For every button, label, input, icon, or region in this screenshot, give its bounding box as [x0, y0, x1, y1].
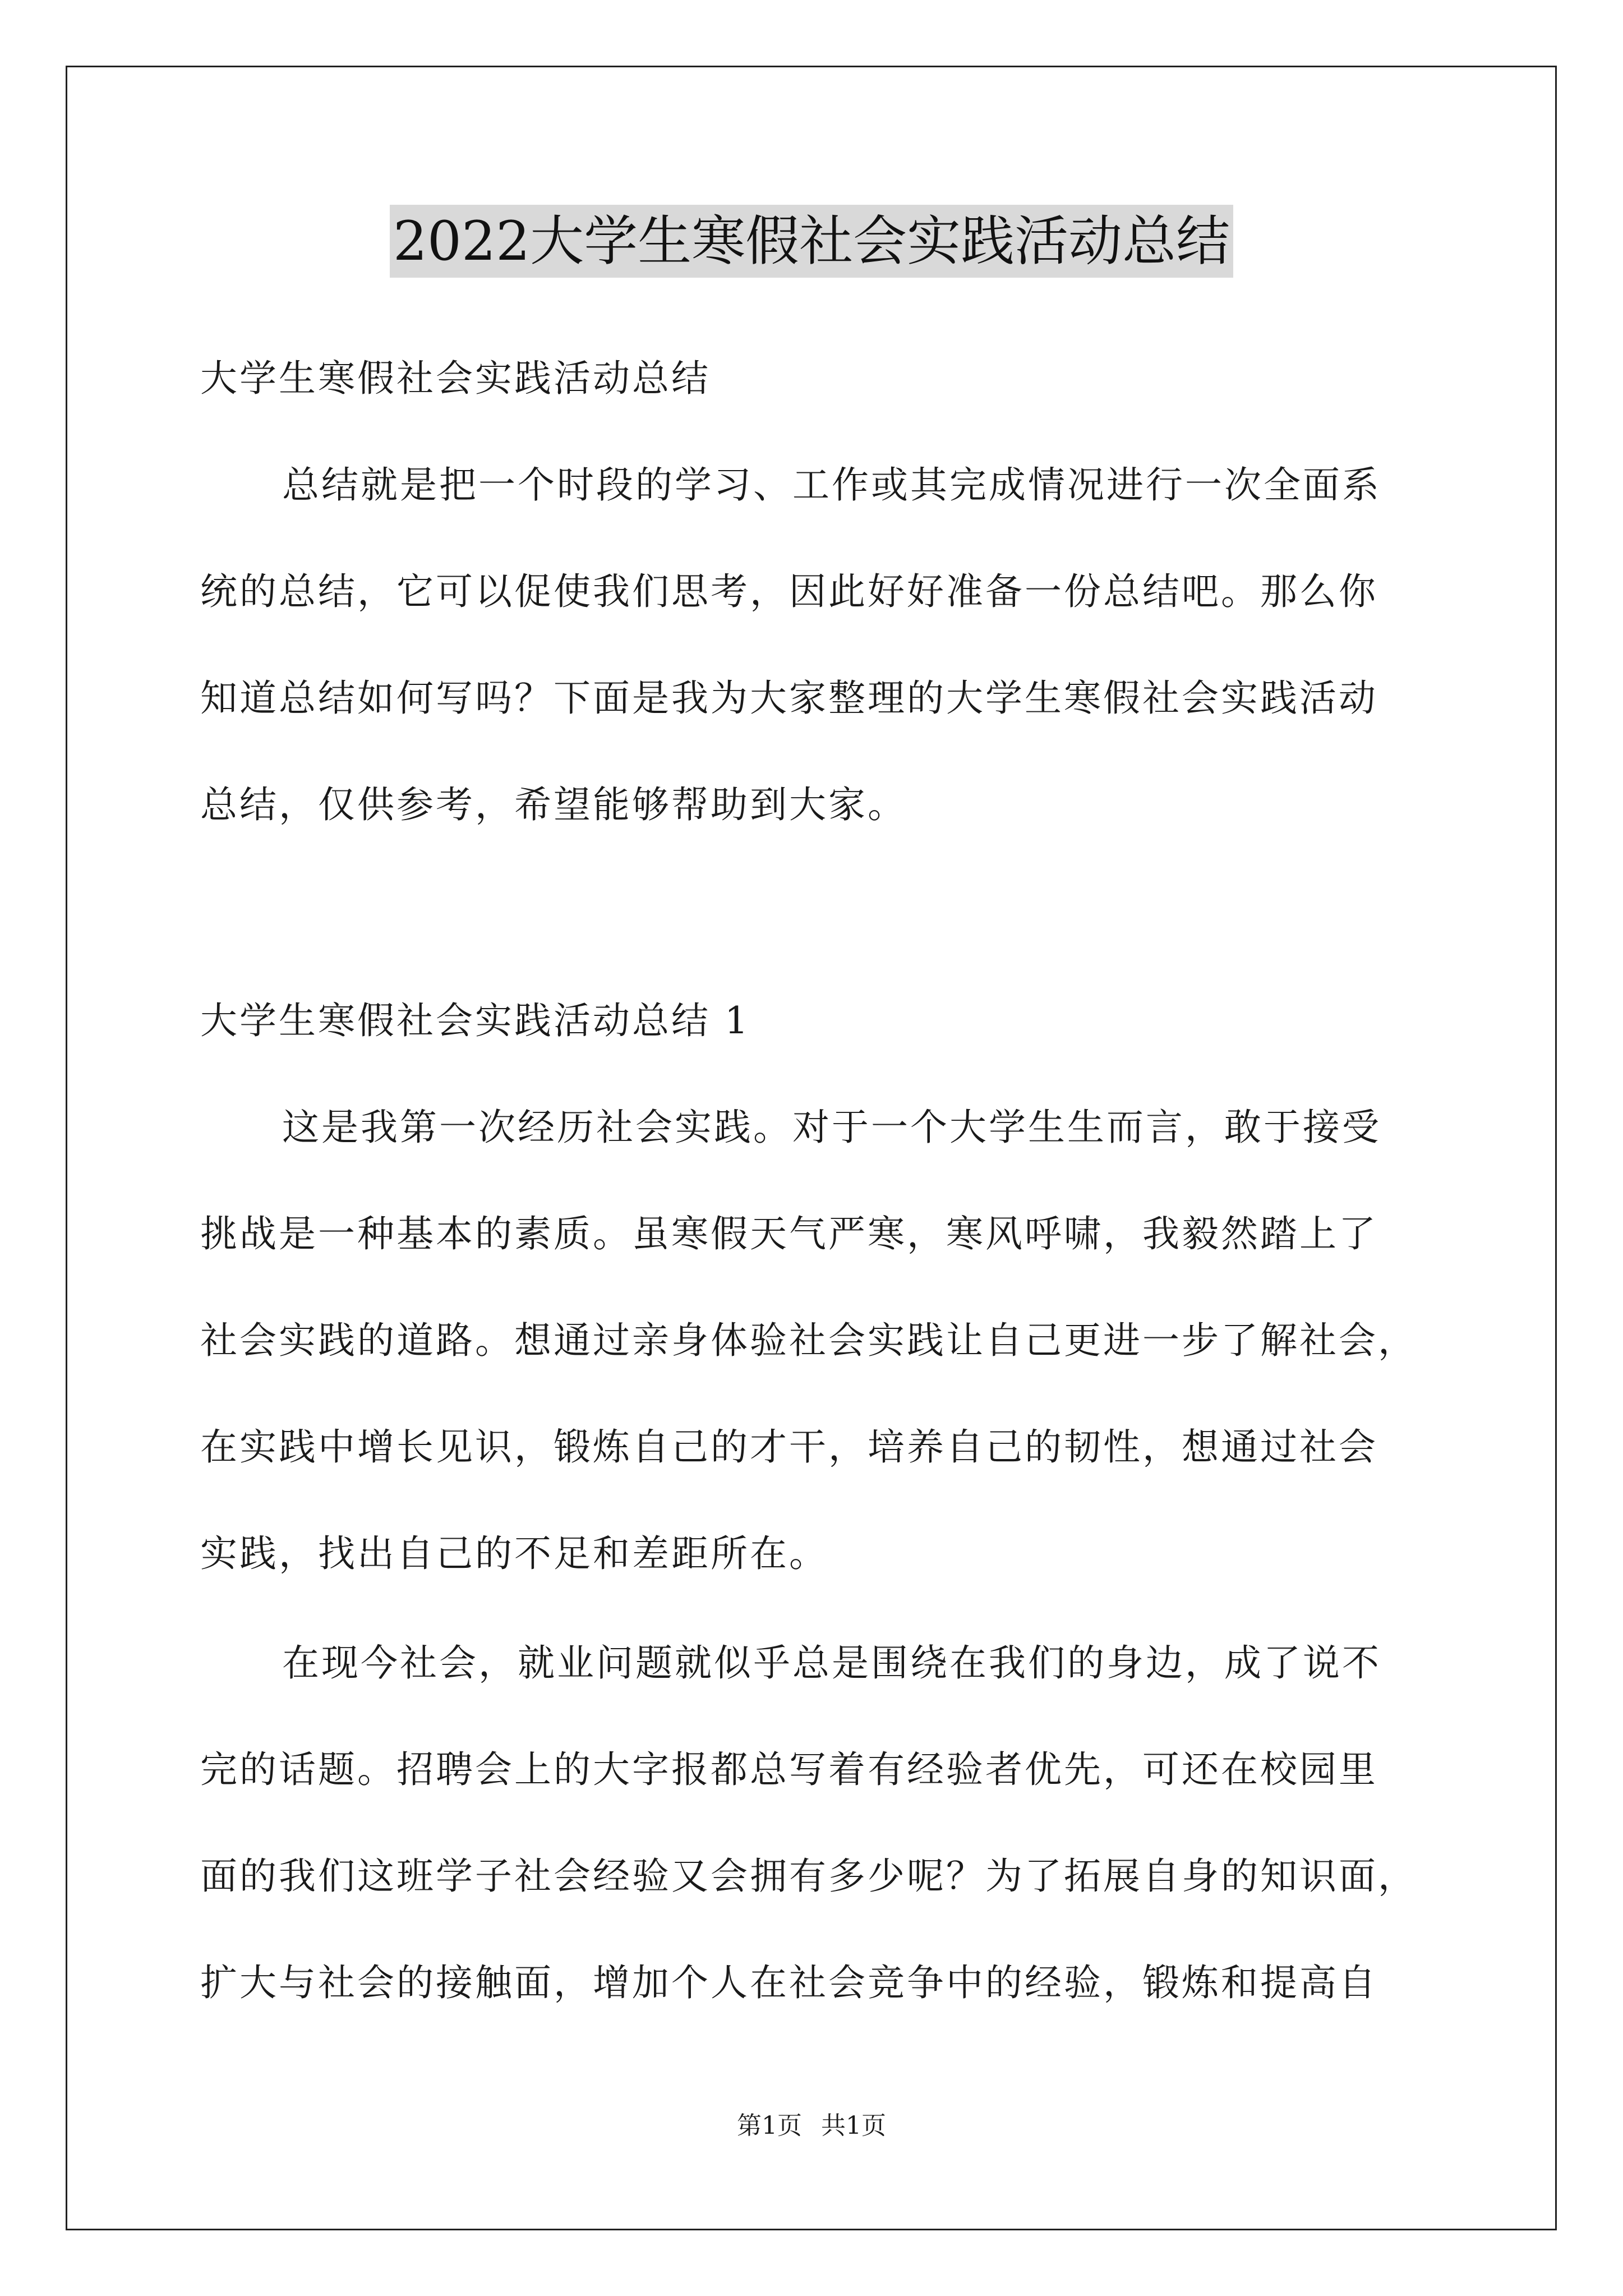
- paragraph-line: 扩大与社会的接触面，增加个人在社会竞争中的经验，锻炼和提高自: [200, 1961, 1378, 2004]
- page-footer: [0, 2109, 1623, 2143]
- paragraph-line: 完的话题。招聘会上的大字报都总写着有经验者优先，可还在校园里: [200, 1748, 1378, 1791]
- intro-line: 总结，仅供参考，希望能够帮助到大家。: [200, 783, 907, 826]
- intro-line: 统的总结，它可以促使我们思考，因此好好准备一份总结吧。那么你: [200, 570, 1378, 613]
- title-container: [0, 205, 1623, 278]
- page-number: 第1页: [737, 2111, 802, 2140]
- document-title: 2022大学生寒假社会实践活动总结: [390, 205, 1233, 278]
- intro-line: 知道总结如何写吗？下面是我为大家整理的大学生寒假社会实践活动: [200, 677, 1378, 720]
- paragraph-line: 这是我第一次经历社会实践。对于一个大学生生而言，敢于接受: [282, 1106, 1381, 1149]
- page-total: 共1页: [821, 2111, 886, 2140]
- intro-line: 总结就是把一个时段的学习、工作或其完成情况进行一次全面系: [282, 463, 1381, 507]
- section-heading: 大学生寒假社会实践活动总结 1: [200, 999, 750, 1042]
- paragraph-line: 面的我们这班学子社会经验又会拥有多少呢？为了拓展自身的知识面，: [200, 1855, 1417, 1898]
- document-subtitle: 大学生寒假社会实践活动总结: [200, 357, 711, 400]
- paragraph-line: 社会实践的道路。想通过亲身体验社会实践让自己更进一步了解社会，: [200, 1319, 1417, 1362]
- paragraph-line: 实践，找出自己的不足和差距所在。: [200, 1532, 828, 1575]
- paragraph-line: 挑战是一种基本的素质。虽寒假天气严寒，寒风呼啸，我毅然踏上了: [200, 1212, 1378, 1255]
- paragraph-line: 在现今社会，就业问题就似乎总是围绕在我们的身边，成了说不: [282, 1641, 1381, 1685]
- paragraph-line: 在实践中增长见识，锻炼自己的才干，培养自己的韧性，想通过社会: [200, 1425, 1378, 1469]
